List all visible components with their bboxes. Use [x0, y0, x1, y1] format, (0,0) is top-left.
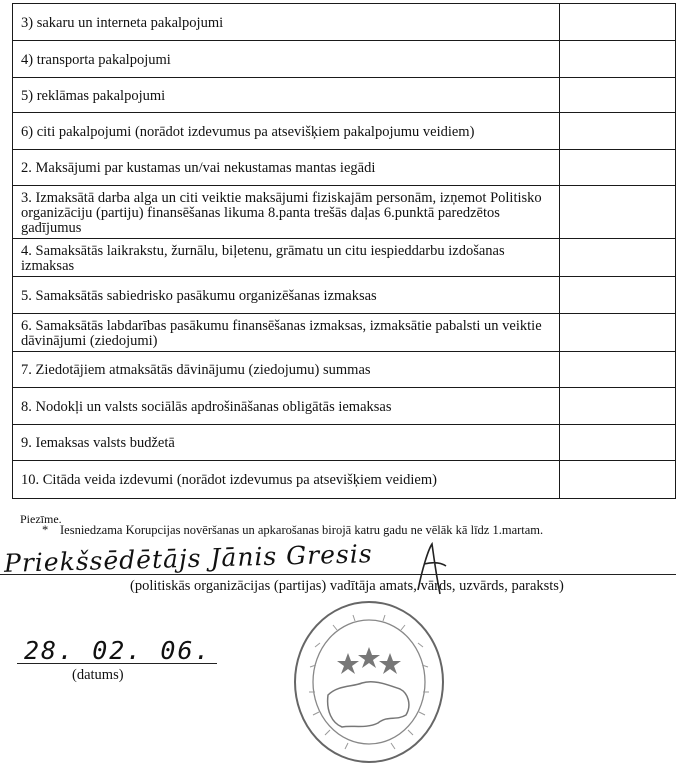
- note-text: Iesniedzama Korupcijas novēršanas un apkarošanas birojā katru gadu ne vēlāk kā līdz 1.martam.: [60, 523, 544, 537]
- table-row: [13, 186, 676, 239]
- row-amount-cell: [560, 239, 676, 277]
- table-row: [13, 78, 676, 113]
- row-amount-cell: [560, 78, 676, 113]
- row-amount-cell: [560, 277, 676, 314]
- table-row: [13, 41, 676, 78]
- handwritten-date: 28. 02. 06.: [24, 636, 212, 665]
- table-row: [13, 314, 676, 352]
- table-row: [13, 388, 676, 425]
- handwritten-signature-text: Priekšsēdētājs Jānis Gresis: [3, 539, 373, 578]
- row-label: 9. Iemaksas valsts budžetā: [13, 425, 560, 461]
- date-line: [17, 663, 217, 664]
- row-amount-cell: [560, 4, 676, 41]
- row-label: 7. Ziedotājiem atmaksātās dāvinājumu (ziedojumu) summas: [13, 352, 560, 388]
- row-amount-cell: [560, 352, 676, 388]
- table-row: [13, 461, 676, 499]
- row-amount-cell: [560, 425, 676, 461]
- row-amount-cell: [560, 314, 676, 352]
- row-label: 8. Nodokļi un valsts sociālās apdrošināšanas obligātās iemaksas: [13, 388, 560, 425]
- table-row: [13, 277, 676, 314]
- row-label: 3) sakaru un interneta pakalpojumi: [13, 4, 560, 41]
- row-label: 10. Citāda veida izdevumi (norādot izdevumus pa atsevišķiem veidiem): [13, 461, 560, 499]
- note-heading: Piezīme.: [20, 512, 62, 526]
- signature-line: [0, 574, 676, 575]
- row-amount-cell: [560, 461, 676, 499]
- row-label: 3. Izmaksātā darba alga un citi veiktie maksājumi fiziskajām personām, izņemot Politisko organizāciju (partiju) finansēšanas likuma 8.panta trešās daļas 6.punktā paredzētos gadījumus: [13, 186, 560, 239]
- table-row: [13, 150, 676, 186]
- row-label: 6. Samaksātās labdarības pasākumu finansēšanas izmaksas, izmaksātie pabalsti un veiktie dāvinājumi (ziedojumi): [13, 314, 560, 352]
- note-marker: *: [42, 523, 49, 537]
- row-label: 4) transporta pakalpojumi: [13, 41, 560, 78]
- row-amount-cell: [560, 186, 676, 239]
- row-amount-cell: [560, 41, 676, 78]
- row-amount-cell: [560, 113, 676, 150]
- table-row: [13, 113, 676, 150]
- table-row: [13, 239, 676, 277]
- row-label: 6) citi pakalpojumi (norādot izdevumus pa atsevišķiem pakalpojumu veidiem): [13, 113, 560, 150]
- table-row: [13, 425, 676, 461]
- date-caption: (datums): [72, 667, 124, 683]
- row-label: 2. Maksājumi par kustamas un/vai nekustamas mantas iegādi: [13, 150, 560, 186]
- row-amount-cell: [560, 150, 676, 186]
- signature-caption: (politiskās organizācijas (partijas) vadītāja amats, vārds, uzvārds, paraksts): [130, 578, 564, 594]
- seal-stamp-icon: [290, 597, 448, 767]
- row-label: 5) reklāmas pakalpojumi: [13, 78, 560, 113]
- table-row: [13, 4, 676, 41]
- row-label: 4. Samaksātās laikrakstu, žurnālu, biļetenu, grāmatu un citu iespieddarbu izdošanas izmaksas: [13, 239, 560, 277]
- table-row: [13, 352, 676, 388]
- expenses-table: [12, 3, 676, 499]
- row-label: 5. Samaksātās sabiedrisko pasākumu organizēšanas izmaksas: [13, 277, 560, 314]
- note-line: [42, 523, 543, 538]
- row-amount-cell: [560, 388, 676, 425]
